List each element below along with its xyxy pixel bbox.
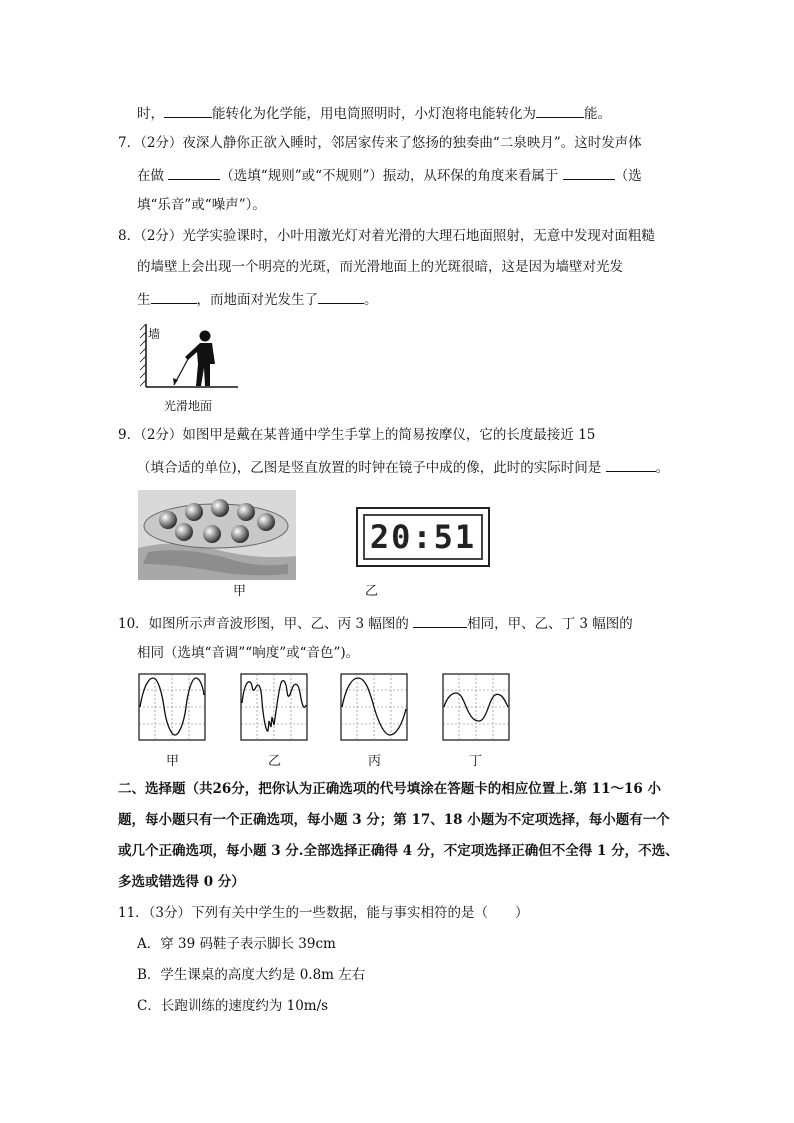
answer-blank[interactable] [536, 103, 584, 118]
q10-text-a: 10．如图所示声音波形图，甲、乙、丙 3 幅图的 [118, 616, 414, 632]
q11-option-b[interactable]: B．学生课桌的高度大约是 0.8m 左右 [137, 967, 366, 983]
waveform-bing [340, 673, 408, 741]
mirror-clock [356, 507, 490, 567]
q9-line-2 [137, 457, 669, 477]
waveform-jia [138, 673, 206, 741]
q8-line-1: 8．（2分）光学实验课时，小叶用激光灯对着光滑的大理石地面照射，无意中发现对面粗糙 [118, 228, 655, 244]
wave-caption-yi: 乙 [268, 754, 282, 769]
q6-text-a: 时， [137, 106, 164, 122]
q10-text-b: 相同，甲、乙、丁 3 幅图的 [467, 616, 633, 632]
q8-text-a: 生 [137, 292, 151, 308]
massager-photo [138, 490, 296, 580]
q7-text-b: （选填“规则”或“不规则”）振动，从环保的角度来看属于 [220, 168, 563, 184]
q8-text-c: 。 [364, 292, 378, 308]
section2-line-1: 二、选择题（共26分，把你认为正确选项的代号填涂在答题卡的相应位置上.第 11～16 小 [118, 781, 661, 797]
smooth-floor-label: 光滑地面 [164, 399, 213, 413]
q9-text-b: 。 [655, 460, 670, 476]
clock-digits: 20:51 [369, 518, 477, 556]
figure-caption-yi: 乙 [365, 584, 379, 599]
waveform-ding [442, 673, 510, 741]
q11-option-c[interactable]: C．长跑训练的速度约为 10m/s [137, 998, 329, 1014]
q8-line-3 [137, 289, 378, 309]
answer-blank[interactable] [563, 165, 615, 180]
q6-text-c: 能。 [584, 106, 611, 122]
section2-line-2: 题，每小题只有一个正确选项，每小题 3 分；第 17、18 小题为不定项选择，每小题有一个 [118, 812, 670, 828]
q7-line-2 [137, 165, 642, 185]
section2-line-4: 多选或错选得 0 分） [118, 874, 245, 890]
q6-text-b: 能转化为化学能，用电筒照明时，小灯泡将电能转化为 [212, 106, 536, 122]
q10-line-1 [118, 613, 633, 633]
q6-tail-line [137, 103, 611, 123]
wall-label: 墙 [148, 327, 161, 341]
answer-blank[interactable] [413, 613, 467, 628]
q7-line-3: 填“乐音”或“噪声”）。 [137, 197, 266, 213]
section2-line-3: 或几个正确选项，每小题 3 分.全部选择正确得 4 分，不定项选择正确但不全得 1 分，不选、 [118, 843, 679, 859]
wave-caption-bing: 丙 [368, 754, 382, 769]
waveform-yi [240, 673, 308, 741]
answer-blank[interactable] [151, 289, 197, 304]
wave-caption-jia: 甲 [166, 754, 180, 769]
q7-text-c: （选 [614, 168, 642, 184]
answer-blank[interactable] [168, 165, 220, 180]
answer-blank[interactable] [606, 457, 656, 472]
q8-text-b: ，而地面对光发生了 [196, 292, 318, 308]
answer-blank[interactable] [318, 289, 364, 304]
q7-line-1: 7．（2分）夜深人静你正欲入睡时，邻居家传来了悠扬的独奏曲“二泉映月”。这时发声体 [118, 135, 642, 151]
q7-text-a: 在做 [137, 168, 169, 184]
q11-option-a[interactable]: A．穿 39 码鞋子表示脚长 39cm [137, 936, 336, 952]
figure-caption-jia: 甲 [233, 584, 247, 599]
q11-stem: 11．（3分）下列有关中学生的一些数据，能与事实相符的是（ ） [118, 905, 529, 921]
q9-text-a: （填合适的单位)，乙图是竖直放置的时钟在镜子中成的像，此时的实际时间是 [137, 460, 606, 476]
q9-line-1: 9．（2分）如图甲是戴在某普通中学生手掌上的简易按摩仪，它的长度最接近 15 [118, 427, 596, 443]
q8-line-2: 的墙壁上会出现一个明亮的光斑，而光滑地面上的光斑很暗，这是因为墙壁对光发 [137, 259, 623, 275]
q10-line-2: 相同（选填“音调”“响度”或“音色”)。 [137, 645, 360, 661]
wave-caption-ding: 丁 [469, 754, 483, 769]
answer-blank[interactable] [164, 103, 212, 118]
